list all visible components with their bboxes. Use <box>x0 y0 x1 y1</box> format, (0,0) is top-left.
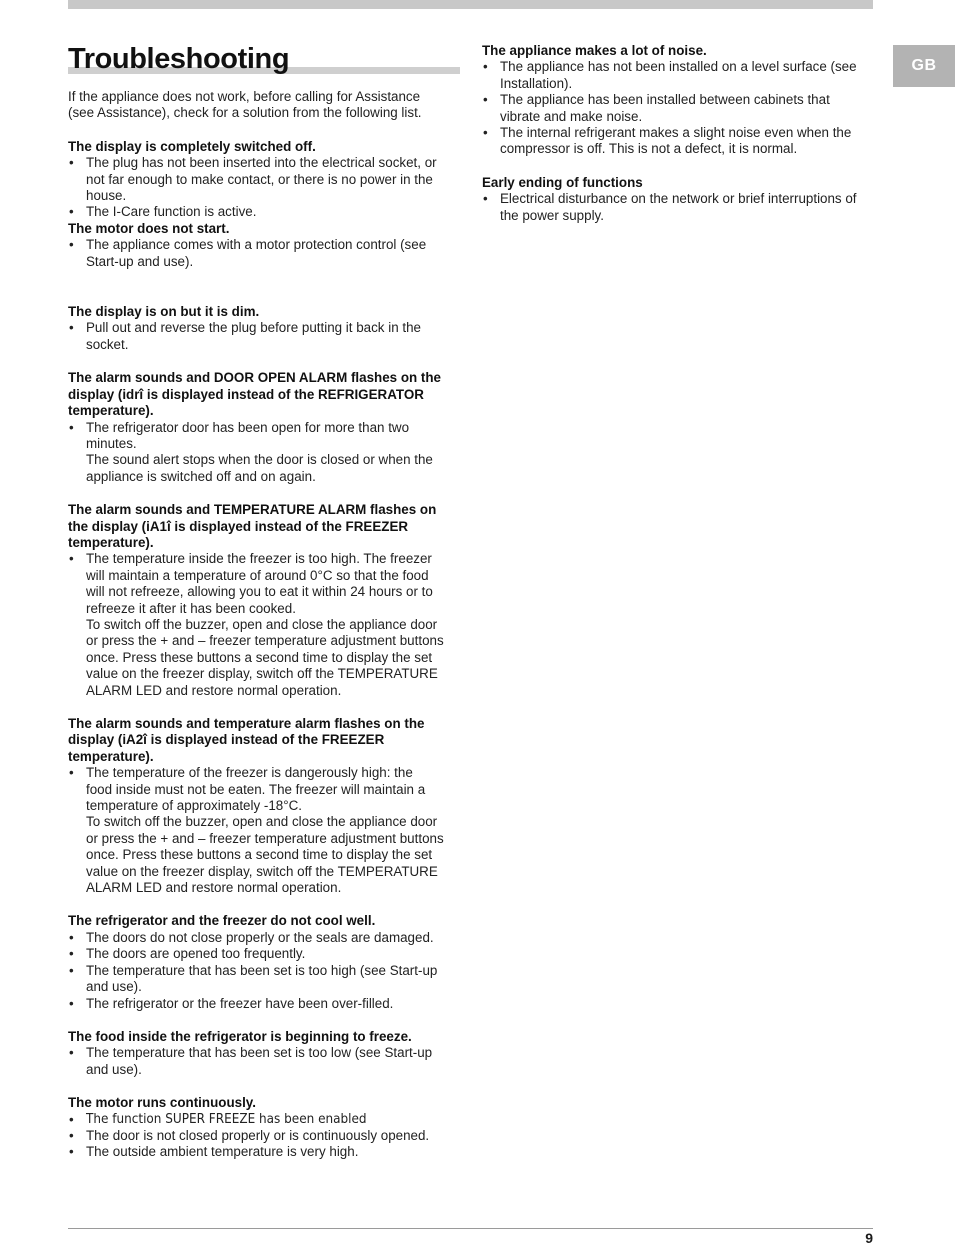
bullet-list <box>68 320 460 353</box>
list-item: • The internal refrigerant makes a slight noise even when the compressor is off. This is not a defect, it is normal. <box>482 125 877 158</box>
list-item: • The temperature inside the freezer is too high. The freezer will maintain a temperature of around 0°C so that the food will not refreeze, allowing you to eat it within 24 hours or to refreeze it after it has been cooked. To switch off the buzzer, open and close the appliance door or press the + and – freezer temperature adjustment buttons once. Press these buttons a second time to display the set value on the freezer display, switch off the TEMPERATURE ALARM LED and restore normal operation. <box>68 551 460 699</box>
section-heading: The food inside the refrigerator is beginning to freeze. <box>68 1028 412 1044</box>
section-heading: Early ending of functions <box>482 174 643 190</box>
section-not-cool-well <box>68 913 460 1011</box>
list-item: • The refrigerator door has been open for more than two minutes. The sound alert stops when the door is closed or when the appliance is switched off and on again. <box>68 420 460 486</box>
section-motor-continuous <box>68 1095 460 1161</box>
bullet-list <box>482 59 877 157</box>
list-item: • The door is not closed properly or is continuously opened. <box>68 1128 460 1144</box>
bullet-list <box>68 551 460 699</box>
bullet-list <box>68 155 460 221</box>
section-noise <box>482 43 877 158</box>
section-heading: The alarm sounds and TEMPERATURE ALARM flashes on the display (iA1î is displayed instead of the FREEZER temperature). <box>68 502 437 550</box>
bullet-list <box>68 765 460 896</box>
section-early-ending <box>482 175 877 224</box>
section-heading: The motor runs continuously. <box>68 1095 256 1111</box>
list-item: • The doors do not close properly or the seals are damaged. <box>68 930 460 946</box>
intro-paragraph: If the appliance does not work, before calling for Assistance (see Assistance), check for a solution from the following list. <box>68 89 422 121</box>
section-heading: The refrigerator and the freezer do not cool well. <box>68 913 376 929</box>
section-heading: The alarm sounds and temperature alarm flashes on the display (iA2î is displayed instead of the FREEZER temperature). <box>68 716 425 764</box>
bullet-list <box>68 1045 460 1078</box>
section-food-freezing <box>68 1029 460 1078</box>
bullet-list <box>68 930 460 1012</box>
page-title: Troubleshooting <box>68 43 290 75</box>
list-item: • The function SUPER FREEZE has been enabled <box>68 1112 460 1128</box>
list-item: • The doors are opened too frequently. <box>68 946 460 962</box>
list-item: • The I-Care function is active. <box>68 204 460 220</box>
list-item: • The plug has not been inserted into the electrical socket, or not far enough to make contact, or there is no power in the house. <box>68 155 460 204</box>
left-column <box>68 89 460 1178</box>
list-item: • The outside ambient temperature is very high. <box>68 1144 460 1160</box>
section-heading: The motor does not start. <box>68 220 230 236</box>
list-item: • The temperature that has been set is too low (see Start-up and use). <box>68 1045 460 1078</box>
top-bar <box>68 0 873 9</box>
bullet-list <box>68 1112 460 1161</box>
section-motor-not-start <box>68 221 460 270</box>
list-item: • The appliance comes with a motor protection control (see Start-up and use). <box>68 237 460 270</box>
list-item: • The refrigerator or the freezer have been over-filled. <box>68 996 460 1012</box>
section-display-off <box>68 139 460 221</box>
list-item: • Pull out and reverse the plug before putting it back in the socket. <box>68 320 460 353</box>
list-item: • Electrical disturbance on the network or brief interruptions of the power supply. <box>482 191 877 224</box>
language-badge: GB <box>893 45 955 87</box>
bullet-list <box>482 191 877 224</box>
list-item: • The temperature of the freezer is dangerously high: the food inside must not be eaten. The freezer will maintain a temperature of approximately -18°C. To switch off the buzzer, open and close the appliance door or press the + and – freezer temperature adjustment buttons once. Press these buttons a second time to display the set value on the freezer display, switch off the TEMPERATURE ALARM LED and restore normal operation. <box>68 765 460 896</box>
bullet-list <box>68 420 460 486</box>
section-heading: The display is completely switched off. <box>68 138 316 154</box>
section-temperature-alarm-a1 <box>68 502 460 699</box>
footer-rule <box>68 1228 873 1229</box>
section-door-open-alarm <box>68 370 460 485</box>
section-heading: The display is on but it is dim. <box>68 304 260 320</box>
list-item: • The appliance has not been installed on a level surface (see Installation). <box>482 59 877 92</box>
list-item: • The temperature that has been set is too high (see Start-up and use). <box>68 963 460 996</box>
section-display-dim <box>68 287 460 353</box>
section-heading: The alarm sounds and DOOR OPEN ALARM flashes on the display (idrî is displayed instead of the REFRIGERATOR temperature). <box>68 370 442 419</box>
list-item: • The appliance has been installed between cabinets that vibrate and make noise. <box>482 92 877 125</box>
page-number: 9 <box>865 1230 873 1246</box>
title-block <box>68 40 460 80</box>
section-heading: The appliance makes a lot of noise. <box>482 43 707 58</box>
bullet-list <box>68 237 460 270</box>
right-column <box>482 43 877 241</box>
section-temperature-alarm-a2 <box>68 716 460 896</box>
